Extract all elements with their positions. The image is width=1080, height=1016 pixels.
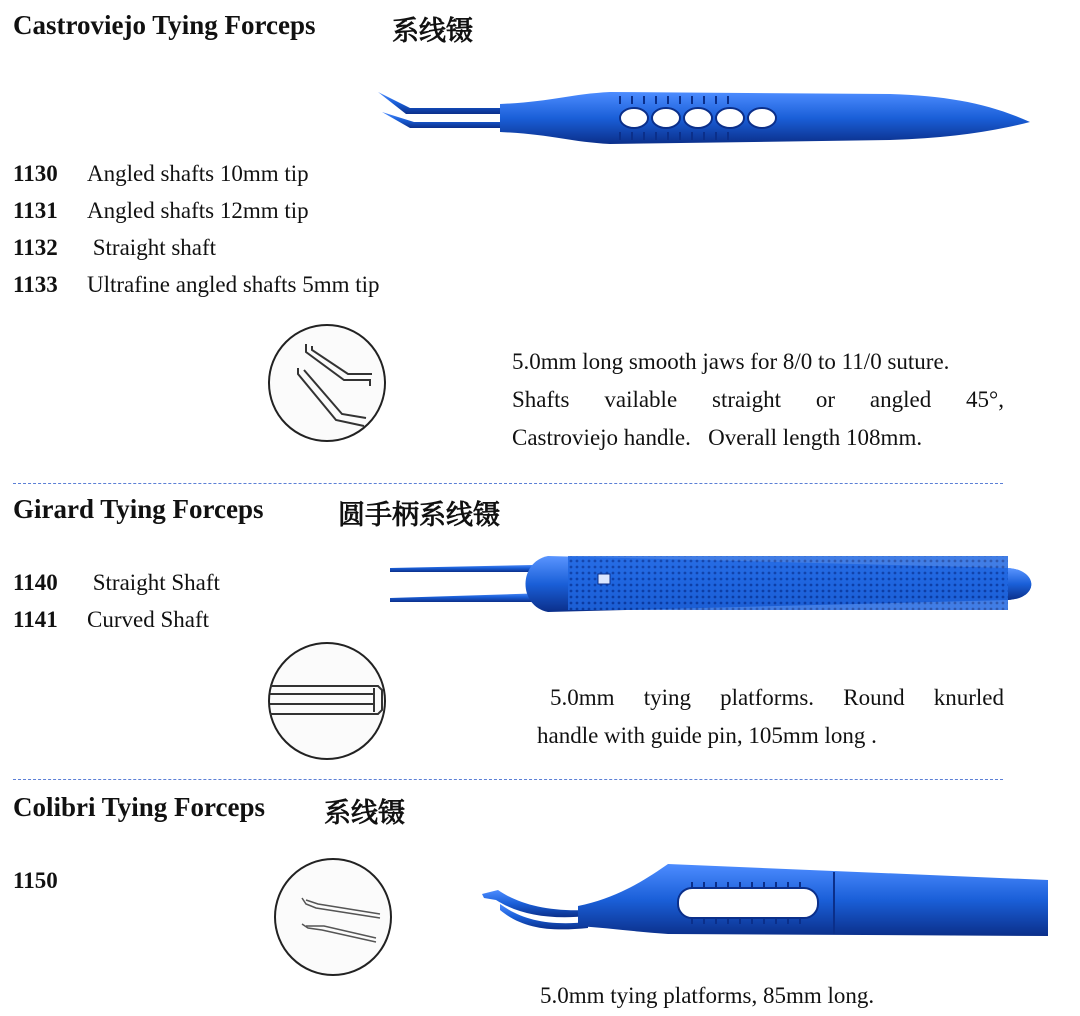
tip-detail-circle-icon (272, 856, 394, 978)
product-label: Straight shaft (87, 235, 217, 260)
colibri-forceps-image (478, 858, 1050, 944)
product-row (13, 161, 309, 187)
product-description (540, 977, 874, 1015)
section-title-cn-girard: 圆手柄系线镊 (338, 500, 500, 531)
product-code: 1150 (13, 868, 58, 893)
product-row (13, 868, 87, 894)
product-description (512, 343, 1004, 457)
section-divider (13, 483, 1003, 484)
section-title-castroviejo: Castroviejo Tying Forceps (13, 10, 316, 40)
product-row (13, 570, 220, 596)
description-line: handle with guide pin, 105mm long . (537, 723, 877, 748)
description-line: Shafts vailable straight or angled 45°, (512, 387, 1004, 412)
section-divider (13, 779, 1003, 780)
description-line: 5.0mm long smooth jaws for 8/0 to 11/0 suture. (512, 349, 950, 374)
description-line: Castroviejo handle. Overall length 108mm. (512, 425, 923, 450)
product-label: Ultrafine angled shafts 5mm tip (87, 272, 380, 297)
product-description (537, 679, 1004, 755)
product-row (13, 272, 380, 298)
description-line: 5.0mm tying platforms, 85mm long. (540, 983, 875, 1008)
castroviejo-forceps-image (370, 82, 1040, 162)
product-label: Curved Shaft (87, 607, 210, 632)
description-line: 5.0mm tying platforms. Round knurled (550, 685, 1004, 710)
section-title-colibri: Colibri Tying Forceps (13, 792, 266, 822)
product-row (13, 198, 309, 224)
product-label: Angled shafts 10mm tip (87, 161, 309, 186)
girard-forceps-image (388, 546, 1040, 624)
product-code: 1131 (13, 198, 58, 223)
product-code: 1132 (13, 235, 58, 260)
product-row (13, 235, 216, 261)
product-label: Straight Shaft (87, 570, 220, 595)
section-title-cn-colibri: 系线镊 (324, 798, 405, 829)
tip-detail-circle-icon (266, 640, 388, 762)
product-code: 1141 (13, 607, 58, 632)
product-code: 1130 (13, 161, 58, 186)
product-code: 1133 (13, 272, 58, 297)
section-title-cn-castroviejo: 系线镊 (392, 16, 473, 47)
product-code: 1140 (13, 570, 58, 595)
product-label: Angled shafts 12mm tip (87, 198, 309, 223)
product-row (13, 607, 209, 633)
section-title-girard: Girard Tying Forceps (13, 494, 264, 524)
tip-detail-circle-icon (266, 322, 388, 444)
